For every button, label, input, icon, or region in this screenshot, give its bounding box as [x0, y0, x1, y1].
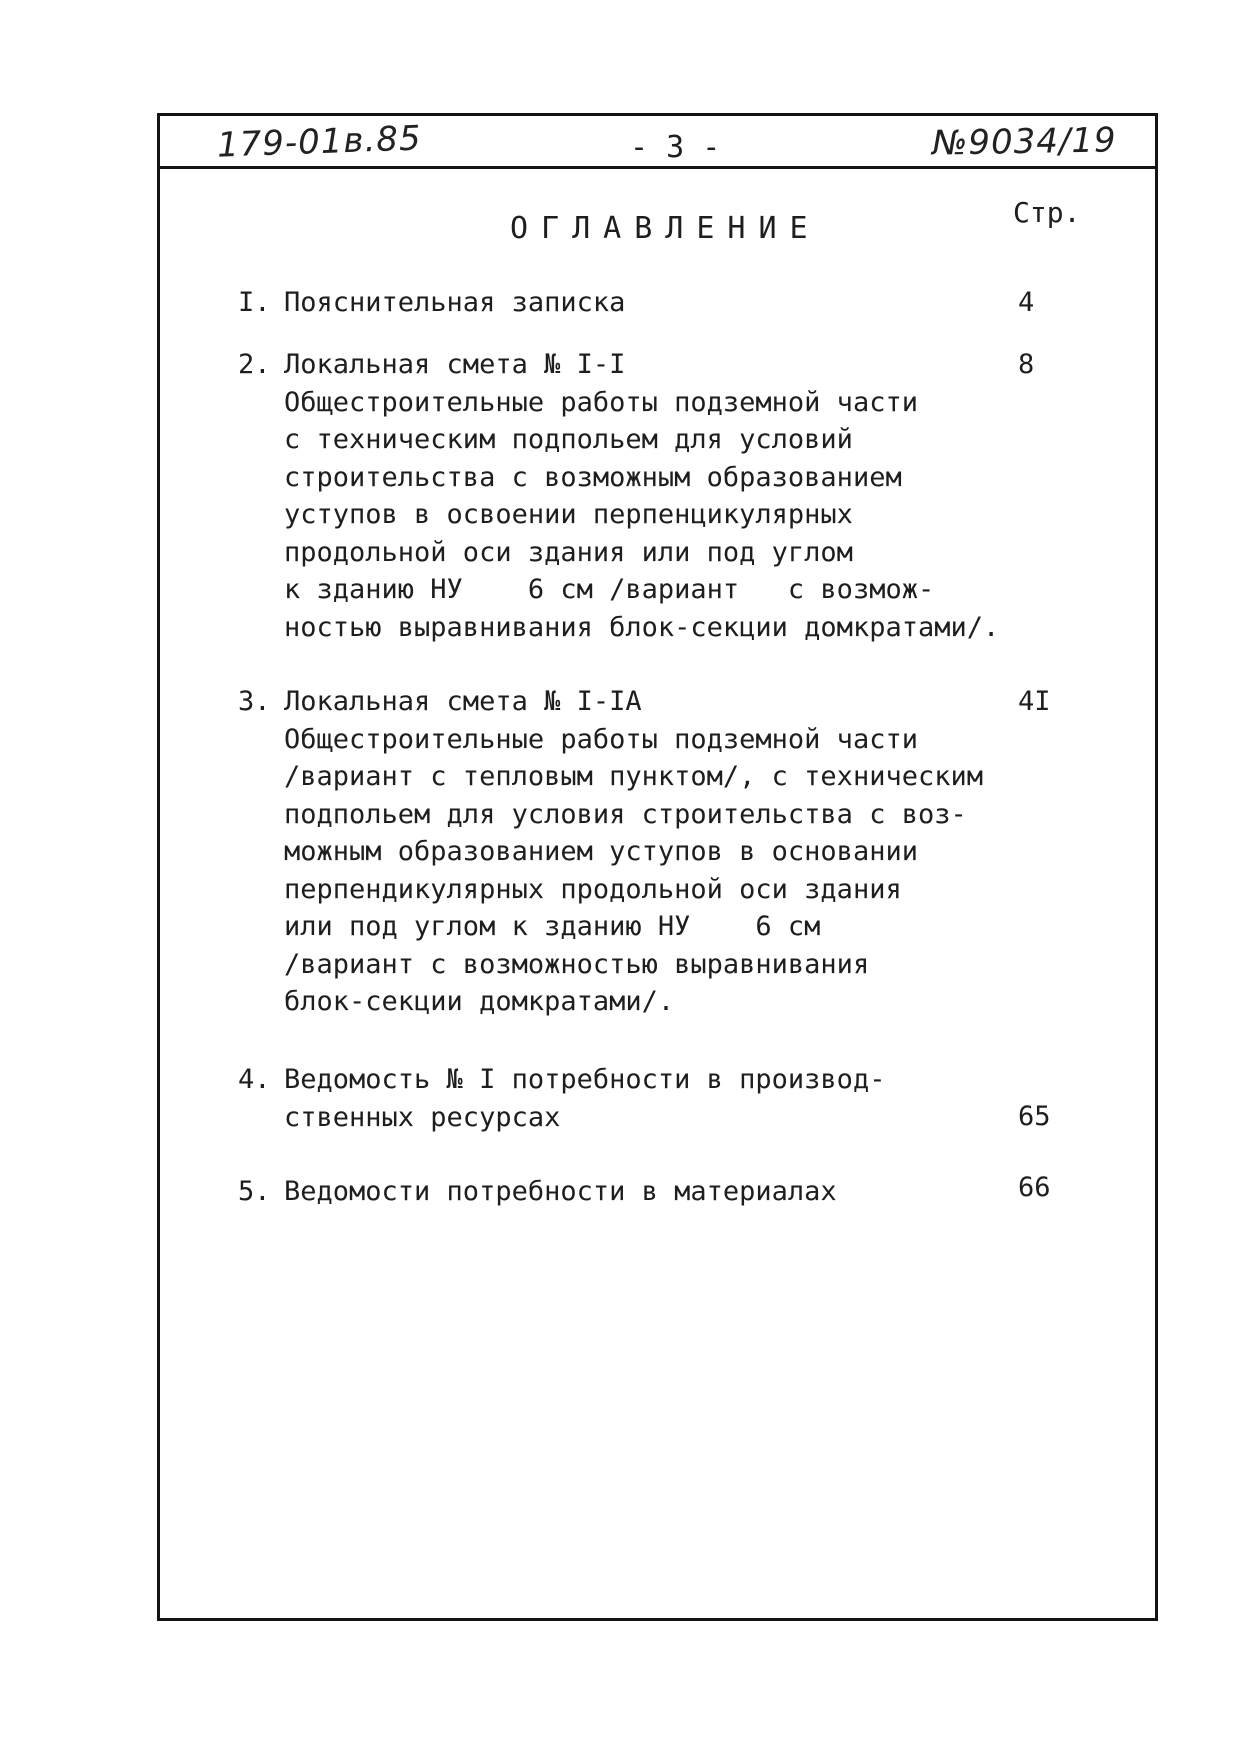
toc-entry-line: блок-секции домкратами/. — [284, 986, 675, 1017]
toc-entry-page: 4 — [1018, 287, 1035, 318]
page-frame — [157, 113, 1158, 1621]
toc-entry-line: с техническим подпольем для условий — [284, 424, 853, 455]
toc-entry-line: ственных ресурсах — [284, 1101, 561, 1133]
toc-entry-line: Ведомость № I потребности в производ- — [284, 1064, 886, 1095]
toc-entry-line: ностью выравнивания блок-секции домкратами/. — [284, 611, 1000, 643]
toc-entry-text — [284, 284, 1004, 322]
toc-entry-line: Общестроительные работы подземной части — [284, 723, 918, 755]
toc-entry-text — [284, 683, 1004, 1021]
toc-entry-number: 2. — [238, 349, 271, 380]
handwritten-doc-code: 179-01в.85 — [216, 118, 423, 166]
toc-entry-line: строительства с возможным образованием — [284, 461, 902, 493]
toc-entry-line: перпендикулярных продольной оси здания — [284, 873, 902, 905]
toc-entry-number: 4. — [238, 1064, 271, 1095]
toc-entry-line: Локальная смета № I-IA — [284, 686, 642, 717]
toc-entry-line: /вариант с возможностью выравнивания — [284, 948, 870, 980]
toc-entry-page: 8 — [1018, 349, 1035, 380]
toc-entry-line: Локальная смета № I-I — [284, 349, 626, 380]
toc-entry-number: 3. — [238, 686, 271, 717]
page-number: - 3 - — [630, 130, 721, 165]
toc-entry-number: I. — [238, 287, 271, 318]
toc-entry-line: продольной оси здания или под углом — [284, 536, 853, 568]
toc-entry-page: 65 — [1018, 1101, 1051, 1132]
toc-title: ОГЛАВЛЕНИЕ — [510, 211, 821, 246]
toc-entry-line: или под углом к зданию НУ 6 см — [284, 911, 821, 942]
toc-entry-line: подпольем для условия строительства с воз- — [284, 798, 967, 830]
handwritten-doc-number: №9034/19 — [932, 120, 1118, 164]
toc-entry-text — [284, 346, 1004, 646]
toc-entry-page: 66 — [1018, 1172, 1051, 1203]
toc-entry-line: можным образованием уступов в основании — [284, 836, 918, 867]
toc-entry-line: Ведомости потребности в материалах — [284, 1176, 837, 1207]
toc-entry-line: Пояснительная записка — [284, 287, 626, 318]
toc-entry-number: 5. — [238, 1176, 271, 1207]
header-divider — [160, 166, 1155, 169]
toc-entry-line: к зданию НУ 6 см /вариант с возмож- — [284, 574, 935, 605]
toc-entry-line: уступов в освоении перпенцикулярных — [284, 499, 853, 530]
page-column-label: Стр. — [1013, 196, 1081, 229]
toc-entry-text — [284, 1173, 1004, 1211]
toc-entry-line: Общестроительные работы подземной части — [284, 386, 918, 418]
toc-entry-text — [284, 1061, 1004, 1136]
toc-entry-page: 4I — [1018, 686, 1051, 717]
toc-entry-line: /вариант с тепловым пунктом/, с техническим — [284, 761, 983, 792]
